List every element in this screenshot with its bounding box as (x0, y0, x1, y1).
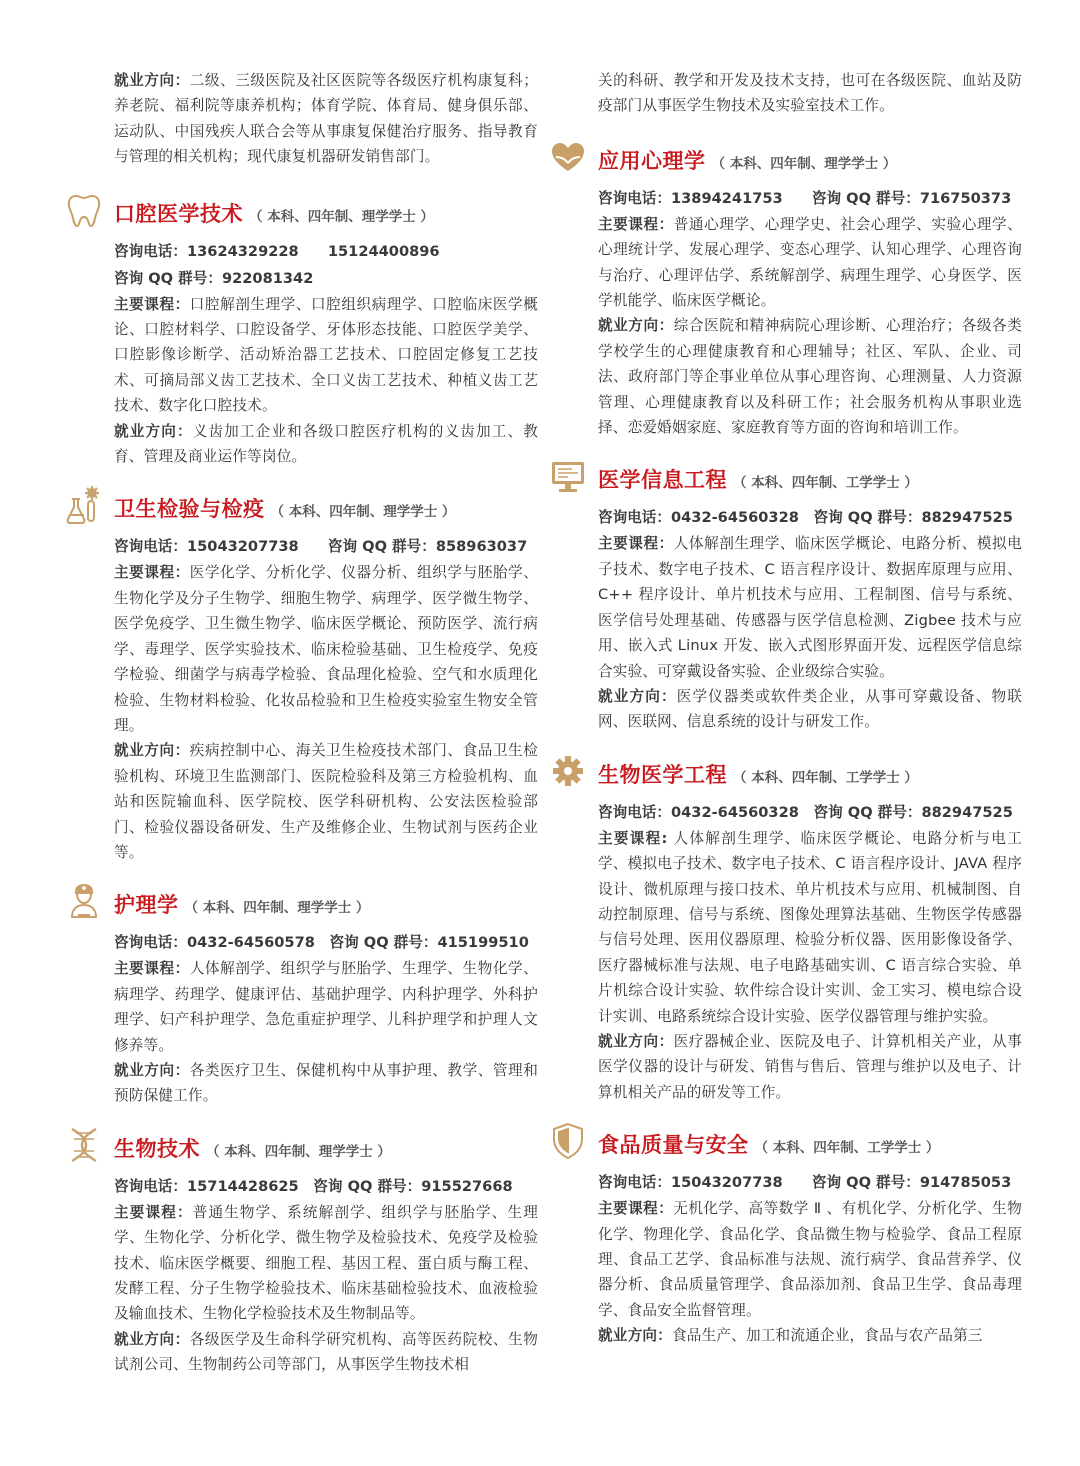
section-title: 食品质量与安全 (598, 1133, 749, 1158)
section-header (598, 462, 1022, 498)
dna-icon (64, 1125, 104, 1165)
contact-line: 咨询电话：0432-64560578 咨询 QQ 群号：415199510 (114, 934, 529, 952)
section-subtitle: （ 本科、四年制、工学学士 ） (754, 1140, 940, 1157)
section-header (114, 196, 538, 232)
continued-text: 关的科研、教学和开发及技术支持，也可在各级医院、血站及防疫部门从事医学生物技术及实验室技术工作。 (598, 72, 1022, 115)
left-column (114, 68, 538, 1378)
contact-line: 咨询电话：15043207738 咨询 QQ 群号：914785053 (598, 1174, 1012, 1192)
career-text: 就业方向：各类医疗卫生、保健机构中从事护理、教学、管理和预防保健工作。 (114, 1061, 538, 1105)
section-title: 卫生检验与检疫 (114, 497, 265, 522)
courses-text: 主要课程：普通生物学、系统解剖学、组织学与胚胎学、生理学、生物化学、分析化学、微生物学及检验技术、免疫学及检验技术、临床医学概要、细胞工程、基因工程、蛋白质与酶工程、发酵工程、分子生物学检验技术、临床基础检验技术、血液检验及输血技术、生物化学检验技术及生物制品等。 (114, 1203, 538, 1323)
section-psychology (598, 143, 1022, 441)
career-text: 就业方向：医学仪器类或软件类企业，从事可穿戴设备、物联网、医联网、信息系统的设计与研发工作。 (598, 687, 1022, 731)
shield-icon (548, 1121, 588, 1161)
courses-text: 主要课程: 人体解剖生理学、临床医学概论、电路分析与电工学、模拟电子技术、数字电子技术、C 语言程序设计、JAVA 程序设计、微机原理与接口技术、单片机技术与应用、机械制图、自动控制原理、信号与系统、图像处理算法基础、生物医学传感器与信号处理、医用仪器原理、检验分析仪器、医用影像设备学、医疗器械标准与法规、电子电路基础实训、C 语言综合实验、单片机综合设计实验、软件综合设计实训、金工实习、模电综合设计实训、电路系统综合设计实验、医学仪器管理与维护实验。 (598, 829, 1022, 1025)
section-header (598, 143, 1022, 179)
section-med-info (598, 462, 1022, 734)
courses-text: 主要课程：医学化学、分析化学、仪器分析、组织学与胚胎学、生物化学及分子生物学、细胞生物学、病理学、医学微生物学、医学免疫学、卫生微生物学、临床医学概论、预防医学、流行病学、毒理学、医学实验技术、临床检验基础、卫生检疫学、免疫学检验、细菌学与病毒学检验、食品理化检验、空气和水质理化检验、生物材料检验、化妆品检验和卫生检疫实验室生物安全管理。 (114, 564, 538, 734)
section-subtitle: （ 本科、四年制、工学学士 ） (733, 769, 918, 786)
courses-text: 主要课程：口腔解剖生理学、口腔组织病理学、口腔临床医学概论、口腔材料学、口腔设备学、牙体形态技能、口腔医学美学、口腔影像诊断学、活动矫治器工艺技术、口腔固定修复工艺技术、可摘局部义齿工艺技术、全口义齿工艺技术、种植义齿工艺技术、数字化口腔技术。 (114, 295, 538, 415)
section-header (598, 757, 1022, 793)
career-text: 就业方向：综合医院和精神病院心理诊断、心理治疗；各级各类学校学生的心理健康教育和心理辅导；社区、军队、企业、司法、政府部门等企事业单位从事心理咨询、心理测量、人力资源管理、心理健康教育以及科研工作；社会服务机构从事职业选择、恋爱婚姻家庭、家庭教育等方面的咨询和培训工作。 (598, 317, 1022, 437)
section-header (598, 1127, 1022, 1163)
monitor-icon (548, 456, 588, 496)
section-subtitle: （ 本科、四年制、工学学士 ） (733, 475, 918, 492)
contact-line: 咨询电话：0432-64560328 咨询 QQ 群号：882947525 (598, 803, 1013, 821)
section-stomatology (114, 196, 538, 470)
section-nursing (114, 887, 538, 1108)
section-food (598, 1127, 1022, 1348)
section-title: 护理学 (114, 893, 179, 918)
rehab-career-text: 就业方向：二级、三级医院及社区医院等各级医疗机构康复科；养老院、福利院等康养机构；体育学院、体育局、健身俱乐部、运动队、中国残疾人联合会等从事康复保健治疗服务、指导教育与管理的相关机构；现代康复机器研发销售部门。 (114, 72, 538, 166)
section-header (114, 491, 538, 527)
section-subtitle: （ 本科、四年制、理学学士 ） (184, 900, 370, 917)
right-column (598, 68, 1022, 1349)
section-biomed (598, 757, 1022, 1105)
tooth-icon (64, 190, 104, 230)
lab-flask-icon (64, 485, 104, 525)
section-subtitle: （ 本科、四年制、理学学士 ） (270, 504, 456, 521)
courses-text: 主要课程：无机化学、高等数学 Ⅱ 、有机化学、分析化学、生物化学、物理化学、食品化学、食品微生物与检验学、食品工程原理、食品工艺学、食品标准与法规、流行病学、食品营养学、仪器分析、食品质量管理学、食品添加剂、食品卫生学、食品毒理学、食品安全监督管理。 (598, 1200, 1022, 1319)
section-title: 生物医学工程 (598, 762, 727, 787)
qq-line: 咨询 QQ 群号：922081342 (114, 269, 314, 287)
courses-text: 主要课程：人体解剖学、组织学与胚胎学、生理学、生物化学、病理学、药理学、健康评估、基础护理学、内科护理学、外科护理学、妇产科护理学、急危重症护理学、儿科护理学和护理人文修养等。 (114, 960, 538, 1054)
contact-line: 咨询电话：0432-64560328 咨询 QQ 群号：882947525 (598, 509, 1013, 527)
nurse-icon (64, 881, 104, 921)
career-text: 就业方向：食品生产、加工和流通企业，食品与农产品第三 (598, 1327, 983, 1345)
courses-text: 主要课程：普通心理学、心理学史、社会心理学、实验心理学、心理统计学、发展心理学、变态心理学、认知心理学、心理咨询与治疗、心理评估学、系统解剖学、病理生理学、心身医学、医学机能学、临床医学概论。 (598, 215, 1022, 310)
gear-icon (548, 751, 588, 791)
section-title: 口腔医学技术 (114, 201, 243, 226)
contact-line: 咨询电话：15043207738 咨询 QQ 群号：858963037 (114, 538, 528, 556)
section-biotech (114, 1131, 538, 1378)
career-text: 就业方向：各级医学及生命科学研究机构、高等医药院校、生物试剂公司、生物制药公司等部门，从事医学生物技术相 (114, 1330, 538, 1374)
section-header (114, 887, 538, 923)
section-header (114, 1131, 538, 1167)
heart-hands-icon (548, 137, 588, 177)
rehab-career-section (114, 68, 538, 170)
section-health-inspection (114, 491, 538, 865)
section-title: 生物技术 (114, 1136, 200, 1161)
phone-line: 咨询电话：13624329228 15124400896 (114, 242, 440, 260)
section-subtitle: （ 本科、四年制、理学学士 ） (249, 208, 434, 225)
contact-line: 咨询电话：15714428625 咨询 QQ 群号：915527668 (114, 1177, 513, 1195)
section-subtitle: （ 本科、四年制、理学学士 ） (206, 1143, 391, 1160)
career-text: 就业方向：义齿加工企业和各级口腔医疗机构的义齿加工、教育、管理及商业运作等岗位。 (114, 422, 538, 466)
section-subtitle: （ 本科、四年制、理学学士 ） (711, 155, 897, 172)
contact-line: 咨询电话：13894241753 咨询 QQ 群号：716750373 (598, 189, 1012, 207)
section-title: 应用心理学 (598, 148, 706, 173)
biotech-career-continued (598, 68, 1022, 119)
career-text: 就业方向：疾病控制中心、海关卫生检疫技术部门、食品卫生检验机构、环境卫生监测部门、医院检验科及第三方检验机构、血站和医院输血科、医学院校、医学科研机构、公安法医检验部门、检验仪器设备研发、生产及维修企业、生物试剂与医药企业等。 (114, 742, 538, 861)
career-text: 就业方向：医疗器械企业、医院及电子、计算机相关产业，从事医学仪器的设计与研发、销售与售后、管理与维护以及电子、计算机相关产品的研发等工作。 (598, 1032, 1022, 1101)
courses-text: 主要课程：人体解剖生理学、临床医学概论、电路分析、模拟电子技术、数字电子技术、C 语言程序设计、数据库原理与应用、C++ 程序设计、单片机技术与应用、工程制图、信号与系统、医学信号处理基础、传感器与医学信息检测、Zigbee 技术与应用、嵌入式 Linux 开发、嵌入式图形界面开发、远程医学信息综合实验、可穿戴设备实验、企业级综合实验。 (598, 535, 1022, 680)
section-title: 医学信息工程 (598, 468, 727, 493)
